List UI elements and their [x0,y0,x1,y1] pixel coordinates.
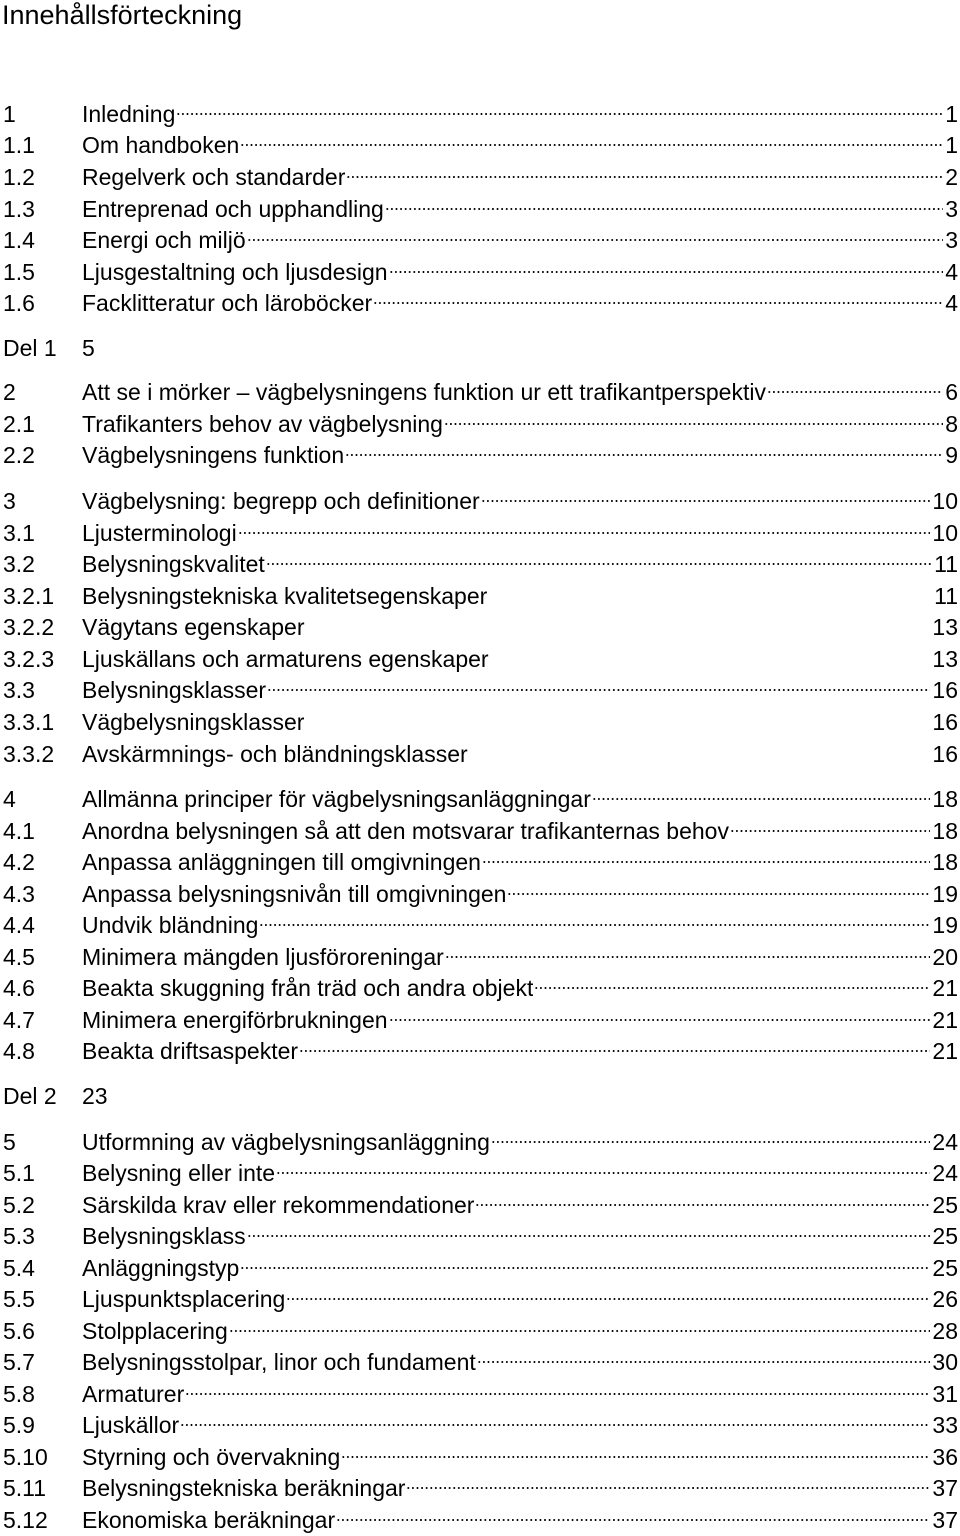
toc-entry-title: Ljusterminologi [82,520,237,546]
toc-entry-number: 4.8 [3,1038,35,1064]
toc-dot-leader [238,510,931,541]
toc-entry[interactable] [0,1245,958,1281]
toc-entry-page: 2 [945,164,958,190]
toc-entry-title: Beakta driftsaspekter [82,1038,299,1064]
toc-entry[interactable] [0,478,958,514]
toc-entry-number: 3.3.2 [3,741,55,767]
toc-entry-page: 11 [934,551,958,577]
toc-entry-page: 16 [932,741,958,767]
toc-entry[interactable] [0,154,958,190]
toc-entry[interactable] [0,510,958,546]
toc-entry-title: 23 [82,1083,108,1109]
toc-entry-title: Utformning av vägbelysningsanläggning [82,1129,490,1155]
toc-entry-title: Ljusgestaltning och ljusdesign [82,259,388,285]
toc-dot-leader [176,91,943,122]
toc-entry-title: Belysningstekniska kvalitetsegenskaper [82,583,488,609]
toc-entry-page: 21 [932,1007,958,1033]
toc-entry-number: 5.5 [3,1286,35,1312]
toc-entry-number: Del 2 [3,1083,57,1109]
toc-entry-page: 25 [932,1192,958,1218]
toc-entry-number: 5 [3,1129,16,1155]
toc-entry-number: 2 [3,379,16,405]
toc-entry-title: Om handboken [82,132,240,158]
toc-entry-number: 3.3 [3,677,35,703]
toc-entry-page: 8 [945,411,958,437]
toc-dot-leader [488,573,932,604]
toc-entry[interactable] [0,1339,958,1375]
toc-entry-title: Allmänna principer för vägbelysningsanläggningar [82,786,591,812]
toc-entry-title: Vägytans egenskaper [82,614,305,640]
toc-dot-leader [592,776,931,807]
toc-entry[interactable] [0,249,958,285]
toc-entry-title: Undvik bländning [82,912,259,938]
toc-entry-title: Vägbelysningsklasser [82,709,305,735]
toc-entry-title: Belysningsklasser [82,677,267,703]
toc-entry[interactable] [0,965,958,1001]
toc-entry-number: 4.1 [3,818,35,844]
toc-entry-page: 37 [932,1475,958,1501]
toc-entry-number: 4.2 [3,849,35,875]
toc-entry[interactable] [0,1497,958,1533]
toc-entry-page: 10 [932,520,958,546]
toc-entry[interactable] [0,280,958,316]
toc-entry-title: Regelverk och standarder [82,164,346,190]
toc-entry[interactable] [0,1371,958,1407]
toc-entry-title: Ljuspunktsplacering [82,1286,286,1312]
toc-entry-title: Armaturer [82,1381,185,1407]
toc-entry[interactable] [0,1402,958,1438]
toc-entry-title: Särskilda krav eller rekommendationer [82,1192,475,1218]
toc-entry-page: 21 [932,975,958,1001]
toc-dot-leader [286,1276,930,1307]
toc-dot-leader [389,997,931,1028]
toc-dot-leader [346,154,943,185]
toc-dot-leader [469,731,931,762]
toc-entry[interactable] [0,217,958,253]
toc-entry-number: 4.5 [3,944,35,970]
toc-entry-page: 3 [945,227,958,253]
toc-dot-leader [240,1245,930,1276]
toc-entry-number: 5.10 [3,1444,48,1470]
toc-entry-title: Facklitteratur och läroböcker [82,290,373,316]
toc-entry[interactable] [0,871,958,907]
toc-entry-page: 13 [932,646,958,672]
toc-entry[interactable] [0,401,958,437]
toc-entry-number: 1.2 [3,164,35,190]
toc-entry[interactable] [0,369,958,405]
toc-dot-leader [345,432,943,463]
toc-entry-number: 1 [3,101,16,127]
toc-entry[interactable] [0,541,958,577]
toc-entry-page: 31 [932,1381,958,1407]
toc-dot-leader [259,902,930,933]
toc-dot-leader [389,249,944,280]
toc-entry-title: Ljuskällans och armaturens egenskaper [82,646,489,672]
toc-entry[interactable] [0,1119,958,1155]
toc-entry-page: 18 [932,786,958,812]
toc-entry[interactable] [0,1073,958,1109]
toc-entry-title: Belysningsstolpar, linor och fundament [82,1349,476,1375]
toc-entry[interactable] [0,902,958,938]
toc-entry-number: 1.6 [3,290,35,316]
toc-entry-number: 4.3 [3,881,35,907]
toc-entry-number: 4.6 [3,975,35,1001]
toc-entry-page: 16 [932,709,958,735]
toc-dot-leader [507,871,930,902]
toc-entry-title: Minimera mängden ljusföroreningar [82,944,444,970]
toc-entry-number: 3.2.1 [3,583,55,609]
toc-entry-title: Ljuskällor [82,1412,180,1438]
toc-entry-title: Avskärmnings- och bländningsklasser [82,741,468,767]
toc-entry-number: 3.2.3 [3,646,55,672]
toc-entry-title: Belysningskvalitet [82,551,265,577]
toc-entry[interactable] [0,186,958,222]
toc-dot-leader [444,401,943,432]
toc-dot-leader [267,667,930,698]
toc-entry-page: 26 [932,1286,958,1312]
toc-dot-leader [229,1308,931,1339]
toc-entry-title: Vägbelysning: begrepp och definitioner [82,488,480,514]
toc-entry-page: 25 [932,1223,958,1249]
toc-entry-title: Stolpplacering [82,1318,228,1344]
toc-dot-leader [481,478,931,509]
toc-entry[interactable] [0,1434,958,1470]
toc-entry-title: Inledning [82,101,176,127]
toc-entry[interactable] [0,325,958,361]
toc-dot-leader [373,280,943,311]
toc-entry-title: Entreprenad och upphandling [82,196,384,222]
toc-entry-title: Trafikanters behov av vägbelysning [82,411,443,437]
toc-entry[interactable] [0,1150,958,1186]
toc-entry-number: 5.4 [3,1255,35,1281]
toc-dot-leader [490,636,931,667]
toc-entry-number: 5.11 [3,1475,47,1501]
toc-dot-leader [180,1402,930,1433]
toc-entry-number: 1.3 [3,196,35,222]
toc-entry[interactable] [0,997,958,1033]
toc-entry-page: 10 [932,488,958,514]
toc-dot-leader [247,1213,931,1244]
toc-entry[interactable] [0,839,958,875]
toc-entry[interactable] [0,604,958,640]
toc-dot-leader [534,965,930,996]
toc-entry[interactable] [0,91,958,127]
toc-entry-page: 4 [945,290,958,316]
toc-dot-leader [306,604,931,635]
toc-entry-page: 18 [932,849,958,875]
toc-entry-number: 3 [3,488,16,514]
toc-dot-leader [767,369,943,400]
toc-dot-leader [385,186,943,217]
toc-entry-number: 5.8 [3,1381,35,1407]
toc-entry-number: 5.3 [3,1223,35,1249]
toc-entry-title: Beakta skuggning från träd och andra objekt [82,975,534,1001]
toc-dot-leader [475,1182,930,1213]
toc-entry-page: 18 [932,818,958,844]
toc-entry-page: 9 [945,442,958,468]
toc-entry[interactable] [0,432,958,468]
toc-entry-number: Del 1 [3,335,57,361]
toc-entry-title: Anordna belysningen så att den motsvarar trafikanternas behov [82,818,729,844]
toc-entry[interactable] [0,573,958,609]
toc-entry[interactable] [0,636,958,672]
toc-entry-title: Anpassa belysningsnivån till omgivningen [82,881,507,907]
toc-entry[interactable] [0,1028,958,1064]
toc-entry-title: Styrning och övervakning [82,1444,341,1470]
toc-entry[interactable] [0,1276,958,1312]
toc-entry-number: 4 [3,786,16,812]
toc-entry-page: 33 [932,1412,958,1438]
toc-dot-leader [341,1434,930,1465]
toc-entry-number: 1.4 [3,227,35,253]
toc-dot-leader [96,325,956,356]
toc-entry[interactable] [0,699,958,735]
toc-entry-number: 5.1 [3,1160,35,1186]
toc-entry-page: 24 [932,1129,958,1155]
toc-entry-title: Belysning eller inte [82,1160,276,1186]
toc-entry-page: 1 [945,132,958,158]
toc-entry-page: 6 [945,379,958,405]
toc-entry-title: Ekonomiska beräkningar [82,1507,336,1533]
toc-entry-page: 4 [945,259,958,285]
toc-entry-page: 19 [932,881,958,907]
toc-entry-page: 21 [932,1038,958,1064]
toc-dot-leader [482,839,930,870]
toc-dot-leader [336,1497,930,1528]
toc-entry[interactable] [0,667,958,703]
toc-entry-number: 3.2.2 [3,614,55,640]
toc-entry[interactable] [0,934,958,970]
toc-entry[interactable] [0,122,958,158]
toc-entry-page: 3 [945,196,958,222]
toc-entry-page: 25 [932,1255,958,1281]
toc-dot-leader [185,1371,930,1402]
toc-entry-title: Anpassa anläggningen till omgivningen [82,849,481,875]
toc-entry-page: 30 [932,1349,958,1375]
toc-entry-number: 5.12 [3,1507,48,1533]
toc-entry-page: 19 [932,912,958,938]
toc-entry-title: Belysningstekniska beräkningar [82,1475,406,1501]
toc-entry-page: 36 [932,1444,958,1470]
toc-entry-title: Energi och miljö [82,227,246,253]
toc-entry-page: 11 [934,583,958,609]
toc-dot-leader [299,1028,930,1059]
toc-entry-page: 16 [932,677,958,703]
toc-entry-number: 5.6 [3,1318,35,1344]
toc-entry-page: 20 [932,944,958,970]
toc-entry[interactable] [0,1213,958,1249]
toc-entry-number: 5.2 [3,1192,35,1218]
toc-entry-number: 2.1 [3,411,35,437]
toc-entry-title: Att se i mörker – vägbelysningens funktion ur ett trafikantperspektiv [82,379,766,405]
toc-entry-number: 4.7 [3,1007,35,1033]
toc-entry[interactable] [0,1465,958,1501]
toc-entry-number: 3.1 [3,520,35,546]
toc-dot-leader [240,122,943,153]
toc-entry-page: 13 [932,614,958,640]
toc-entry-title: Vägbelysningens funktion [82,442,345,468]
toc-dot-leader [276,1150,930,1181]
toc-entry-title: Anläggningstyp [82,1255,240,1281]
toc-entry[interactable] [0,1308,958,1344]
toc-entry-number: 2.2 [3,442,35,468]
toc-entry-page: 37 [932,1507,958,1533]
toc-entry-number: 4.4 [3,912,35,938]
toc-entry-title: 5 [82,335,95,361]
toc-dot-leader [491,1119,931,1150]
toc-dot-leader [445,934,931,965]
toc-dot-leader [305,699,930,730]
page-title: Innehållsförteckning [2,0,243,30]
toc-entry-title: Minimera energiförbrukningen [82,1007,388,1033]
toc-entry-page: 24 [932,1160,958,1186]
toc-entry[interactable] [0,731,958,767]
toc-dot-leader [477,1339,931,1370]
toc-entry-number: 3.3.1 [3,709,55,735]
toc-dot-leader [247,217,944,248]
toc-entry-number: 3.2 [3,551,35,577]
toc-dot-leader [406,1465,930,1496]
toc-entry-page: 1 [945,101,958,127]
toc-dot-leader [109,1073,956,1104]
toc-entry-number: 1.1 [3,132,35,158]
toc-entry-title: Belysningsklass [82,1223,246,1249]
toc-entry-page: 28 [932,1318,958,1344]
toc-dot-leader [266,541,932,572]
toc-entry[interactable] [0,776,958,812]
toc-entry-number: 5.9 [3,1412,35,1438]
toc-entry[interactable] [0,1182,958,1218]
toc-entry-number: 1.5 [3,259,35,285]
toc-dot-leader [730,808,930,839]
toc-entry[interactable] [0,808,958,844]
toc-entry-number: 5.7 [3,1349,35,1375]
